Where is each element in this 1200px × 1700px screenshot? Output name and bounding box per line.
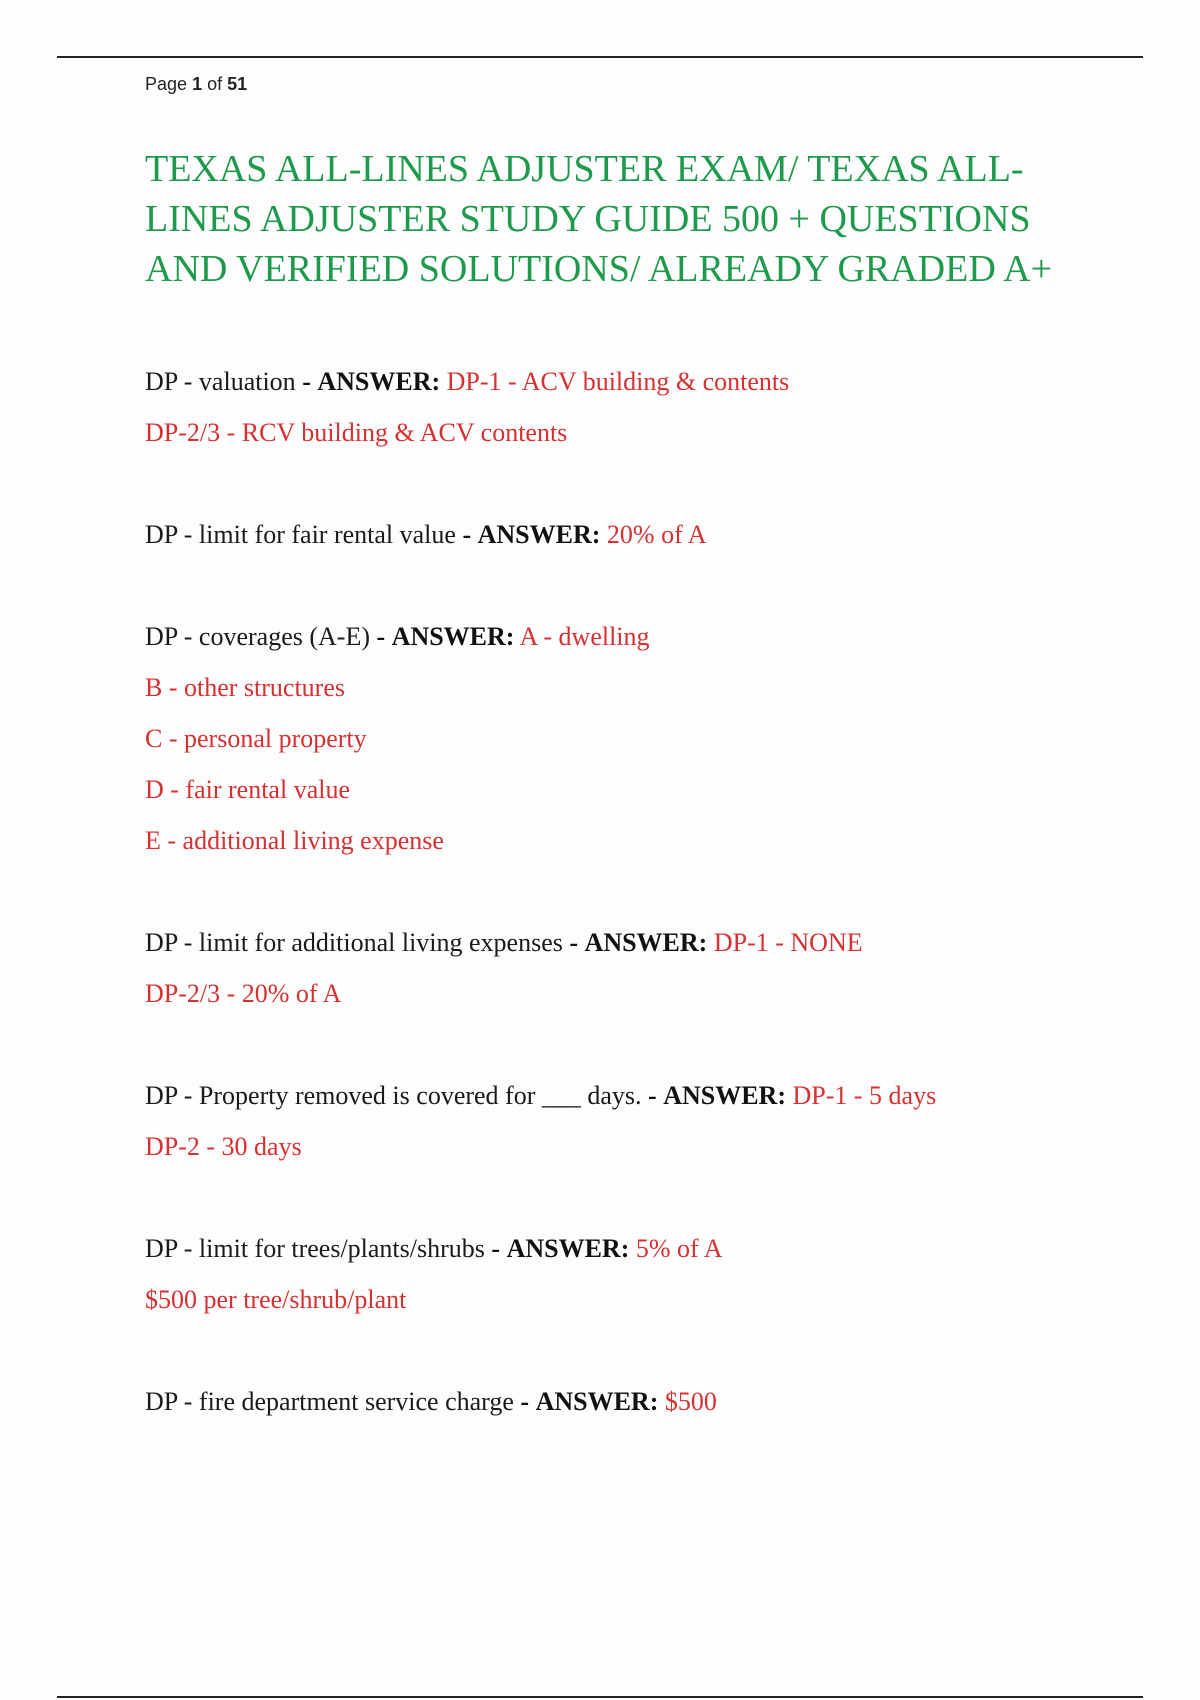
top-rule [57, 56, 1143, 58]
qa-spacer [145, 1325, 1125, 1376]
answer-label: ANSWER: [663, 1081, 786, 1110]
answer-text: 20% of A [606, 520, 707, 549]
page-total: 51 [227, 74, 248, 94]
answer-text: DP-1 - 5 days [792, 1081, 937, 1110]
question-text: DP - coverages (A-E) [145, 622, 370, 651]
qa-spacer [145, 1019, 1125, 1070]
question-line [145, 1070, 1125, 1121]
question-text: DP - limit for fair rental value [145, 520, 456, 549]
question-line [145, 356, 1125, 407]
answer-separator: - [376, 622, 386, 651]
document-title: TEXAS ALL-LINES ADJUSTER EXAM/ TEXAS ALL-LINES ADJUSTER STUDY GUIDE 500 + QUESTIONS AND VERIFIED SOLUTIONS/ ALREADY GRADED A+ [145, 148, 1053, 290]
answer-separator: - [648, 1081, 657, 1110]
bottom-rule [57, 1696, 1143, 1698]
question-text: DP - fire department service charge [145, 1387, 514, 1416]
answer-separator: - [462, 520, 472, 549]
answer-line: DP-2/3 - 20% of A [145, 979, 342, 1008]
question-text: DP - limit for additional living expenses [145, 928, 563, 957]
question-line [145, 1223, 1125, 1274]
page-prefix: Page [145, 74, 188, 94]
answer-text: $500 [664, 1387, 717, 1416]
answer-line: E - additional living expense [145, 826, 444, 855]
question-line [145, 509, 1125, 560]
answer-text: DP-1 - ACV building & contents [446, 367, 790, 396]
qa-item [145, 1070, 1125, 1172]
question-text: DP - limit for trees/plants/shrubs [145, 1234, 485, 1263]
answer-label: ANSWER: [477, 520, 601, 549]
answer-label: ANSWER: [391, 622, 515, 651]
answer-line: C - personal property [145, 724, 367, 753]
qa-spacer [145, 560, 1125, 611]
answer-text: DP-1 - NONE [713, 928, 863, 957]
question-line [145, 611, 1125, 662]
answer-separator: - [302, 367, 311, 396]
answer-text: 5% of A [635, 1234, 723, 1263]
qa-item [145, 917, 1125, 1019]
question-line [145, 917, 1125, 968]
answer-label: ANSWER: [317, 367, 441, 396]
page-indicator [145, 74, 247, 95]
qa-spacer [145, 458, 1125, 509]
qa-spacer [145, 1172, 1125, 1223]
answer-separator: - [569, 928, 579, 957]
qa-spacer [145, 866, 1125, 917]
question-line [145, 1376, 1125, 1427]
answer-line: B - other structures [145, 673, 346, 702]
qa-item [145, 1223, 1125, 1325]
answer-line: DP-2 - 30 days [145, 1132, 302, 1161]
answer-line: D - fair rental value [145, 775, 351, 804]
answer-separator: - [520, 1387, 530, 1416]
page-of: of [207, 74, 223, 94]
question-text: DP - valuation [145, 367, 296, 396]
answer-label: ANSWER: [506, 1234, 630, 1263]
qa-item [145, 509, 1125, 560]
answer-label: ANSWER: [535, 1387, 659, 1416]
qa-list [145, 356, 1125, 1427]
answer-label: ANSWER: [584, 928, 708, 957]
qa-item [145, 356, 1125, 458]
qa-item [145, 1376, 1125, 1427]
answer-separator: - [491, 1234, 501, 1263]
answer-text: A - dwelling [519, 622, 650, 651]
question-text: DP - Property removed is covered for ___ days. [145, 1081, 642, 1110]
answer-line: DP-2/3 - RCV building & ACV contents [145, 418, 568, 447]
answer-line: $500 per tree/shrub/plant [145, 1285, 407, 1314]
page-current: 1 [192, 74, 203, 94]
qa-item [145, 611, 1125, 866]
